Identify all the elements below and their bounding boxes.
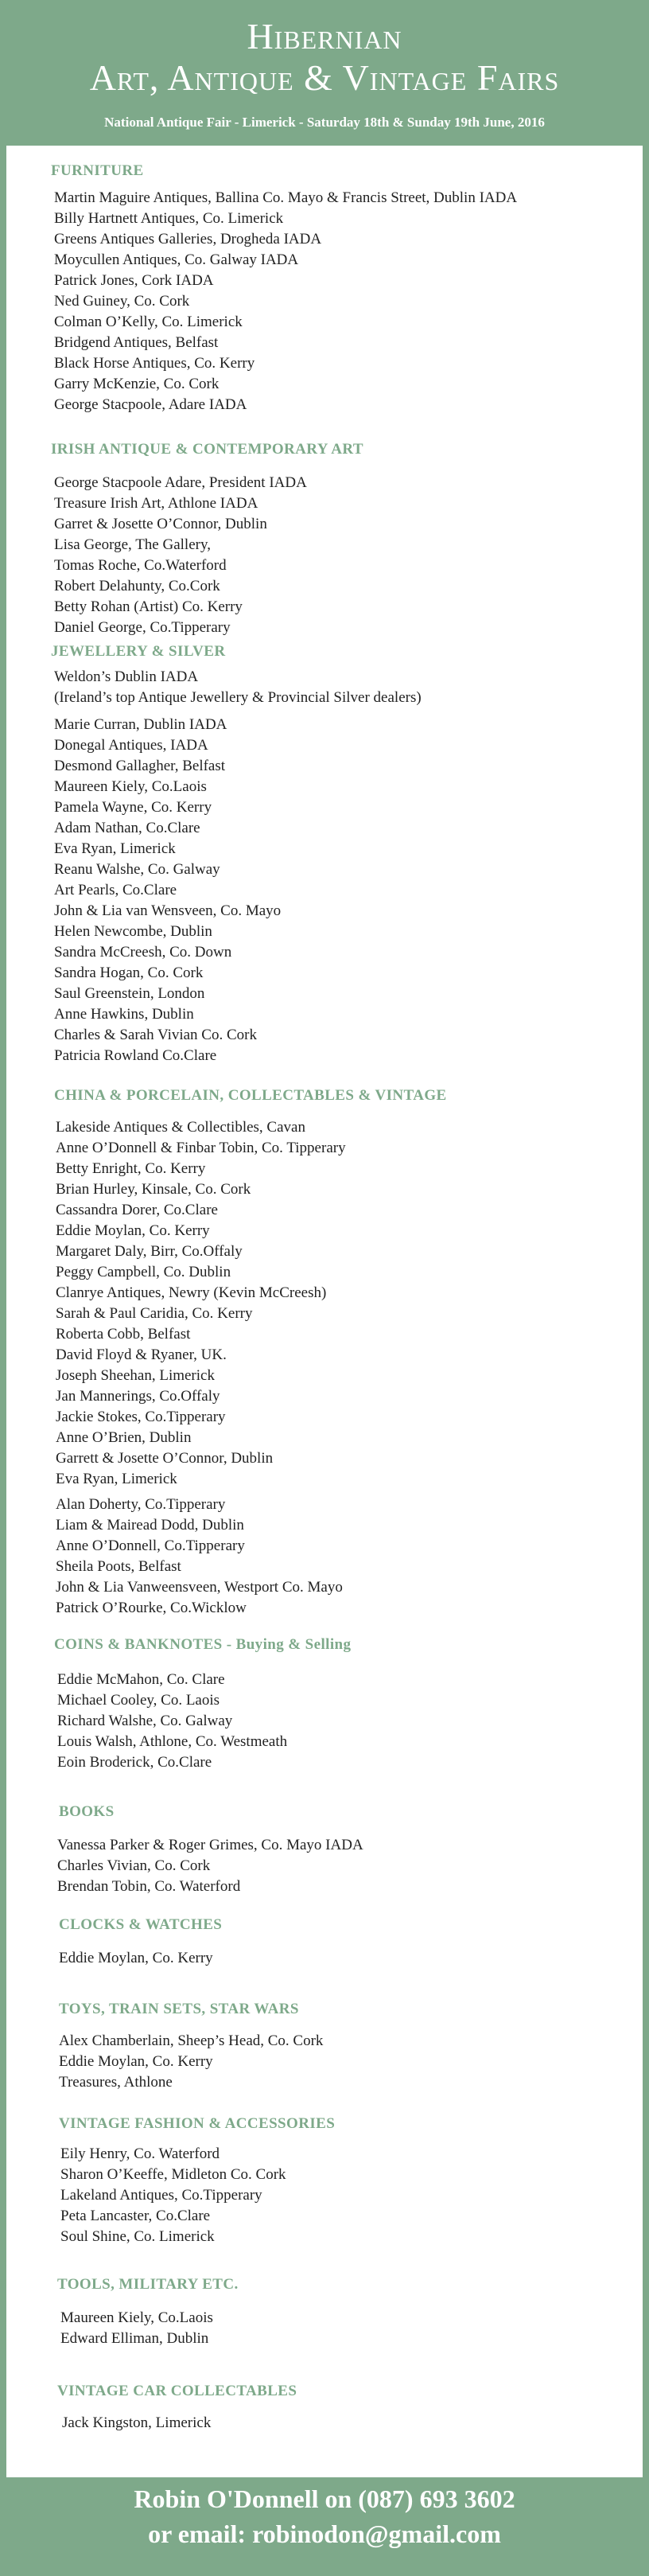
- event-subtitle: National Antique Fair - Limerick - Saturday 18th & Sunday 19th June, 2016: [104, 115, 545, 130]
- exhibitor-entry: Reanu Walshe, Co. Galway: [54, 861, 220, 878]
- exhibitor-entry: Donegal Antiques, IADA: [54, 737, 208, 754]
- books-list: [57, 1835, 363, 1897]
- exhibitor-entry: Adam Nathan, Co.Clare: [54, 820, 200, 836]
- section-title-vintage-car: VINTAGE CAR COLLECTABLES: [57, 2383, 297, 2399]
- section-title-furniture: FURNITURE: [51, 162, 144, 179]
- exhibitor-entry: Jan Mannerings, Co.Offaly: [56, 1388, 220, 1405]
- exhibitor-entry: Jack Kingston, Limerick: [62, 2414, 212, 2431]
- exhibitor-entry: Tomas Roche, Co.Waterford: [54, 557, 227, 574]
- exhibitor-entry: Treasure Irish Art, Athlone IADA: [54, 495, 258, 512]
- exhibitor-entry: Louis Walsh, Athlone, Co. Westmeath: [57, 1733, 288, 1750]
- exhibitor-entry: Soul Shine, Co. Limerick: [60, 2228, 215, 2245]
- section-title-fashion: VINTAGE FASHION & ACCESSORIES: [59, 2115, 336, 2132]
- exhibitor-entry: Betty Enright, Co. Kerry: [56, 1160, 206, 1177]
- exhibitor-entry: Eddie Moylan, Co. Kerry: [59, 2053, 213, 2070]
- exhibitor-entry: Brendan Tobin, Co. Waterford: [57, 1878, 241, 1895]
- exhibitor-entry: Art Pearls, Co.Clare: [54, 882, 177, 898]
- section-title-books: BOOKS: [59, 1803, 115, 1820]
- exhibitor-entry: Maureen Kiely, Co.Laois: [54, 778, 207, 795]
- contact-phone: Robin O'Donnell on (087) 693 3602: [134, 2484, 515, 2513]
- exhibitor-entry: Billy Hartnett Antiques, Co. Limerick: [54, 210, 284, 227]
- exhibitor-entry: Greens Antiques Galleries, Drogheda IADA: [54, 231, 322, 247]
- exhibitor-entry: Jackie Stokes, Co.Tipperary: [56, 1409, 226, 1425]
- contact-email: or email: robinodon@gmail.com: [148, 2519, 501, 2548]
- section-title-coins: COINS & BANKNOTES - Buying & Selling: [54, 1636, 352, 1653]
- exhibitor-entry: Liam & Mairead Dodd, Dublin: [56, 1517, 244, 1534]
- china-list-continued: [56, 1495, 343, 1619]
- exhibitor-entry: Eily Henry, Co. Waterford: [60, 2145, 220, 2162]
- jewellery-list: [54, 715, 281, 1066]
- exhibitor-entry: Anne O’Donnell, Co.Tipperary: [56, 1537, 245, 1554]
- exhibitor-entry: Eva Ryan, Limerick: [54, 840, 176, 857]
- exhibitor-entry: Marie Curran, Dublin IADA: [54, 716, 227, 733]
- exhibitor-entry: Richard Walshe, Co. Galway: [57, 1713, 233, 1729]
- exhibitor-entry: Lisa George, The Gallery,: [54, 536, 211, 553]
- exhibitor-entry: Margaret Daly, Birr, Co.Offaly: [56, 1243, 243, 1260]
- exhibitor-entry: Peggy Campbell, Co. Dublin: [56, 1264, 231, 1280]
- exhibitor-entry: Maureen Kiely, Co.Laois: [60, 2309, 213, 2326]
- exhibitor-entry: Betty Rohan (Artist) Co. Kerry: [54, 598, 243, 615]
- exhibitor-entry: Eddie Moylan, Co. Kerry: [56, 1222, 210, 1239]
- exhibitor-entry: Anne O’Donnell & Finbar Tobin, Co. Tipperary: [56, 1140, 346, 1156]
- exhibitor-entry: David Floyd & Ryaner, UK.: [56, 1346, 227, 1363]
- exhibitor-entry: Charles & Sarah Vivian Co. Cork: [54, 1027, 257, 1043]
- exhibitor-entry: Garrett & Josette O’Connor, Dublin: [56, 1450, 274, 1467]
- exhibitor-entry: Anne O’Brien, Dublin: [56, 1429, 192, 1446]
- exhibitor-entry: Martin Maguire Antiques, Ballina Co. Mayo & Francis Street, Dublin IADA: [54, 189, 518, 206]
- brand-title-line2: Art, Antique & Vintage Fairs: [89, 57, 560, 98]
- exhibitor-entry: Sheila Poots, Belfast: [56, 1558, 181, 1575]
- exhibitor-entry: Desmond Gallagher, Belfast: [54, 758, 226, 774]
- exhibitor-entry: Roberta Cobb, Belfast: [56, 1326, 191, 1343]
- exhibitor-entry: Sandra Hogan, Co. Cork: [54, 965, 204, 981]
- exhibitor-entry: Alex Chamberlain, Sheep’s Head, Co. Cork: [59, 2032, 324, 2049]
- exhibitor-entry: (Ireland’s top Antique Jewellery & Provincial Silver dealers): [54, 689, 422, 706]
- exhibitor-entry: Eoin Broderick, Co.Clare: [57, 1754, 212, 1771]
- exhibitor-entry: Cassandra Dorer, Co.Clare: [56, 1202, 218, 1218]
- exhibitor-entry: George Stacpoole Adare, President IADA: [54, 474, 307, 491]
- exhibitor-entry: Moycullen Antiques, Co. Galway IADA: [54, 251, 299, 268]
- exhibitor-entry: Saul Greenstein, London: [54, 985, 205, 1002]
- toys-list: [59, 2031, 323, 2093]
- section-title-irish-art: IRISH ANTIQUE & CONTEMPORARY ART: [51, 441, 363, 458]
- section-title-tools: TOOLS, MILITARY ETC.: [57, 2276, 239, 2293]
- exhibitor-entry: Lakeland Antiques, Co.Tipperary: [60, 2187, 262, 2204]
- exhibitor-entry: Helen Newcombe, Dublin: [54, 923, 212, 940]
- exhibitor-entry: Lakeside Antiques & Collectibles, Cavan: [56, 1119, 305, 1136]
- jewellery-intro: [54, 667, 422, 708]
- exhibitor-entry: Robert Delahunty, Co.Cork: [54, 578, 220, 594]
- exhibitor-entry: Patrick O’Rourke, Co.Wicklow: [56, 1600, 247, 1616]
- exhibitor-entry: Sandra McCreesh, Co. Down: [54, 944, 232, 961]
- exhibitor-entry: Sarah & Paul Caridia, Co. Kerry: [56, 1305, 253, 1322]
- exhibitor-entry: Vanessa Parker & Roger Grimes, Co. Mayo IADA: [57, 1837, 363, 1853]
- exhibitor-entry: Sharon O’Keeffe, Midleton Co. Cork: [60, 2166, 286, 2183]
- exhibitor-entry: Eva Ryan, Limerick: [56, 1471, 177, 1487]
- contact-footer: [0, 2481, 649, 2551]
- exhibitor-entry: Anne Hawkins, Dublin: [54, 1006, 194, 1023]
- exhibitor-entry: Clanrye Antiques, Newry (Kevin McCreesh): [56, 1284, 327, 1301]
- exhibitor-entry: Brian Hurley, Kinsale, Co. Cork: [56, 1181, 251, 1198]
- fashion-list: [60, 2144, 286, 2247]
- exhibitor-entry: Pamela Wayne, Co. Kerry: [54, 799, 212, 816]
- coins-list: [57, 1670, 287, 1773]
- exhibitor-entry: John & Lia Vanweensveen, Westport Co. Mayo: [56, 1579, 343, 1596]
- exhibitor-entry: Eddie Moylan, Co. Kerry: [59, 1950, 213, 1966]
- irish-art-list: [54, 473, 307, 638]
- furniture-list: [54, 188, 517, 415]
- exhibitor-entry: Colman O’Kelly, Co. Limerick: [54, 314, 243, 330]
- china-list: [56, 1117, 346, 1490]
- exhibitor-entry: Michael Cooley, Co. Laois: [57, 1692, 220, 1709]
- exhibitor-entry: Bridgend Antiques, Belfast: [54, 334, 219, 351]
- exhibitor-entry: Charles Vivian, Co. Cork: [57, 1857, 211, 1874]
- exhibitor-entry: Daniel George, Co.Tipperary: [54, 619, 231, 636]
- page-header: [0, 0, 649, 142]
- brand-title-line1: Hibernian: [247, 16, 402, 57]
- section-title-clocks: CLOCKS & WATCHES: [59, 1916, 223, 1933]
- exhibitor-entry: Garry McKenzie, Co. Cork: [54, 376, 220, 392]
- exhibitor-entry: John & Lia van Wensveen, Co. Mayo: [54, 902, 282, 919]
- clocks-list: [59, 1948, 213, 1969]
- exhibitor-entry: Alan Doherty, Co.Tipperary: [56, 1496, 226, 1513]
- exhibitor-entry: Joseph Sheehan, Limerick: [56, 1367, 215, 1384]
- exhibitor-entry: Black Horse Antiques, Co. Kerry: [54, 355, 255, 372]
- exhibitor-entry: Patrick Jones, Cork IADA: [54, 272, 214, 289]
- exhibitor-entry: Treasures, Athlone: [59, 2074, 173, 2091]
- exhibitor-entry: Patricia Rowland Co.Clare: [54, 1047, 217, 1064]
- exhibitor-entry: Eddie McMahon, Co. Clare: [57, 1671, 225, 1688]
- exhibitor-entry: Ned Guiney, Co. Cork: [54, 293, 190, 310]
- section-title-toys: TOYS, TRAIN SETS, STAR WARS: [59, 2001, 299, 2017]
- vintage-car-list: [62, 2413, 211, 2434]
- exhibitor-entry: Edward Elliman, Dublin: [60, 2330, 209, 2347]
- section-title-china: CHINA & PORCELAIN, COLLECTABLES & VINTAGE: [54, 1087, 447, 1104]
- exhibitor-entry: Weldon’s Dublin IADA: [54, 668, 199, 685]
- tools-list: [60, 2308, 213, 2349]
- exhibitor-entry: Garret & Josette O’Connor, Dublin: [54, 516, 267, 532]
- exhibitor-entry: Peta Lancaster, Co.Clare: [60, 2208, 211, 2224]
- section-title-jewellery: JEWELLERY & SILVER: [51, 643, 226, 660]
- exhibitor-entry: George Stacpoole, Adare IADA: [54, 396, 247, 413]
